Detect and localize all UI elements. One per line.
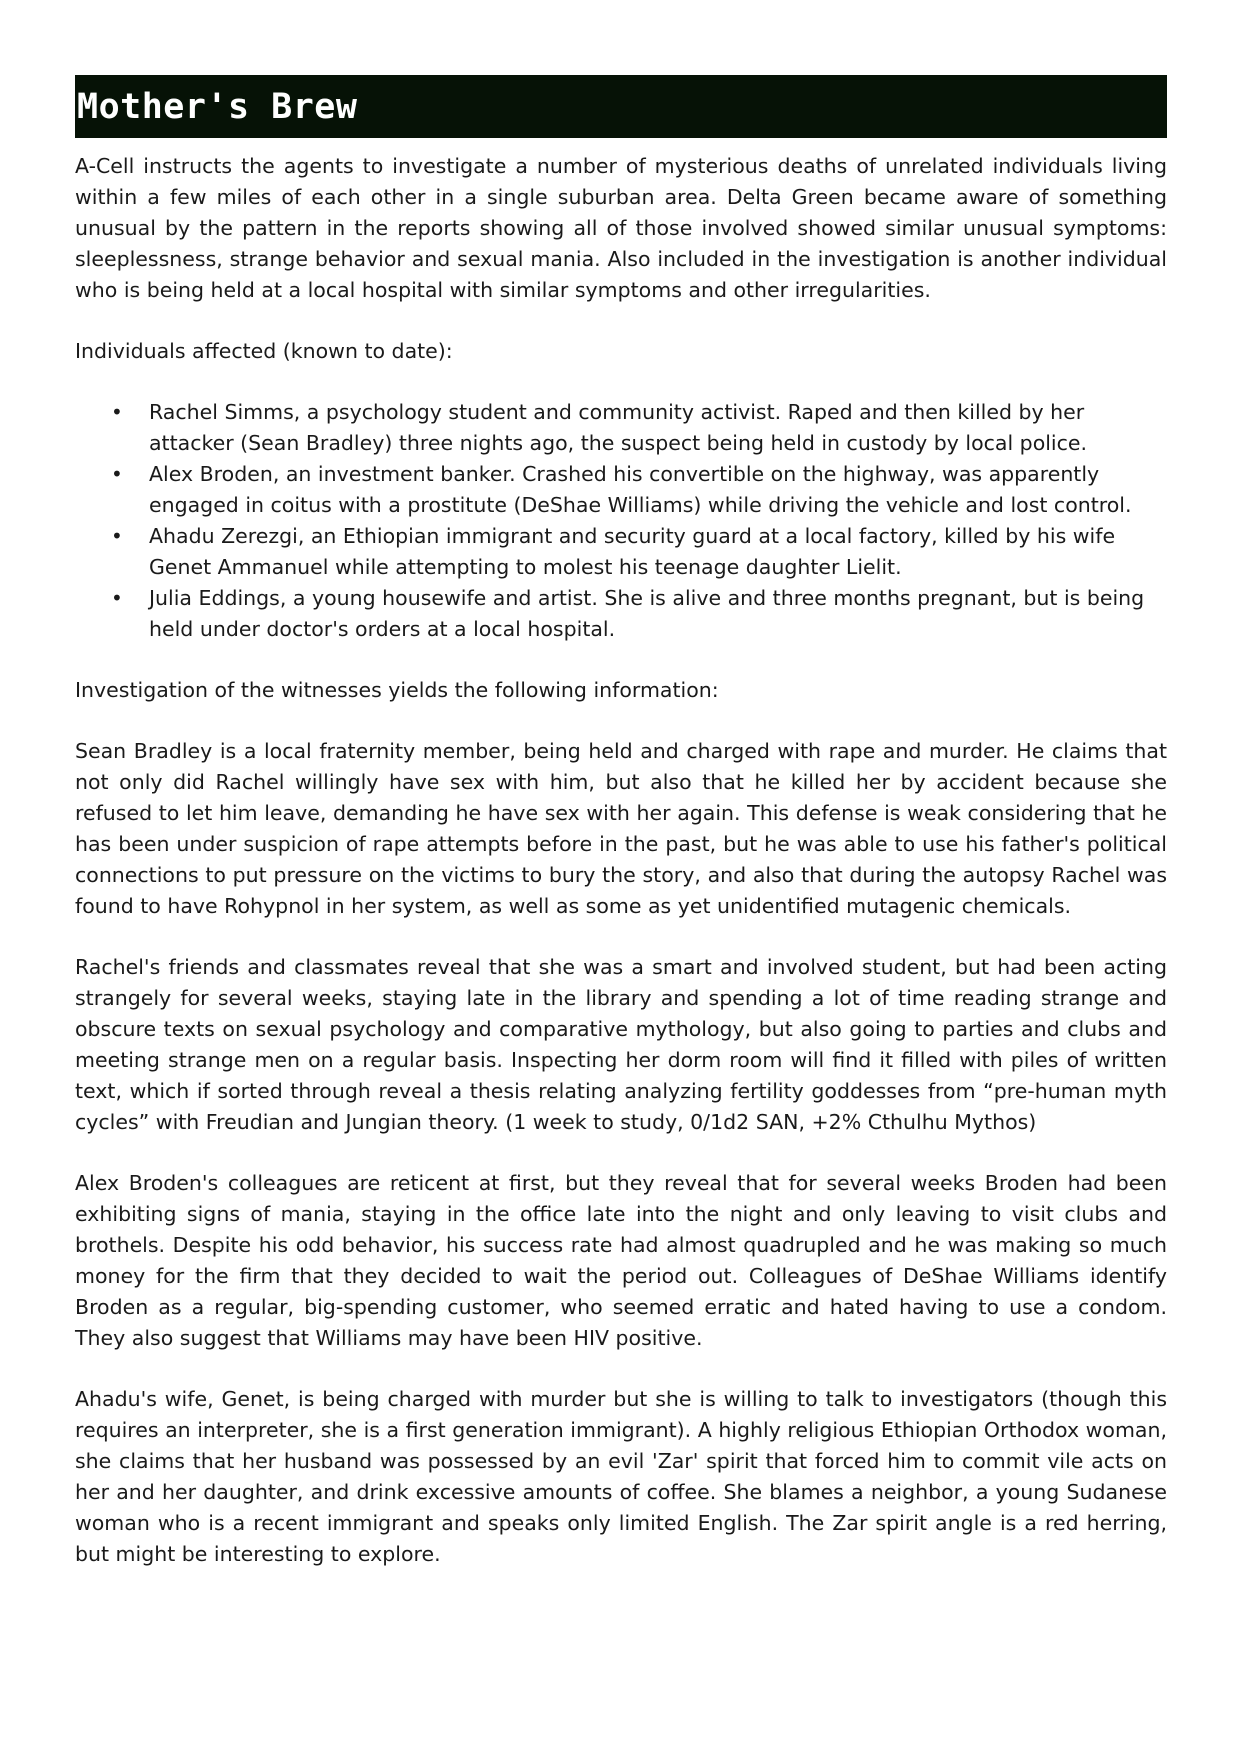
list-item	[75, 459, 1167, 521]
intro-paragraph: A-Cell instructs the agents to investigate a number of mysterious deaths of unrelated individuals living within a few miles of each other in a single suburban area. Delta Green became aware of something unusual by the pattern in the reports showing all of those involved showed similar unusual symptoms: sleeplessness, strange behavior and sexual mania. Also included in the investigation is another individual who is being held at a local hospital with similar symptoms and other irregularities.	[75, 154, 1167, 302]
body-paragraph: Alex Broden's colleagues are reticent at first, but they reveal that for several weeks Broden had been exhibiting signs of mania, staying in the office late into the night and only leaving to visit clubs and brothels. Despite his odd behavior, his success rate had almost quadrupled and he was making so much money for the firm that they decided to wait the period out. Colleagues of DeShae Williams identify Broden as a regular, big-spending customer, who seemed erratic and hated having to use a condom. They also suggest that Williams may have been HIV positive.	[75, 1171, 1167, 1350]
affected-list	[75, 397, 1167, 645]
bullet-icon: •	[111, 586, 123, 610]
list-item	[75, 397, 1167, 459]
list-item-text: Rachel Simms, a psychology student and community activist. Raped and then killed by her attacker (Sean Bradley) three nights ago, the suspect being held in custody by local police.	[149, 400, 1088, 455]
body-paragraph: Rachel's friends and classmates reveal that she was a smart and involved student, but had been acting strangely for several weeks, staying late in the library and spending a lot of time reading strange and obscure texts on sexual psychology and comparative mythology, but also going to parties and clubs and meeting strange men on a regular basis. Inspecting her dorm room will find it filled with piles of written text, which if sorted through reveal a thesis relating analyzing fertility goddesses from “pre-human myth cycles” with Freudian and Jungian theory. (1 week to study, 0/1d2 SAN, +2% Cthulhu Mythos)	[75, 955, 1167, 1134]
witnesses-heading: Investigation of the witnesses yields the following information:	[75, 678, 719, 702]
list-item	[75, 583, 1167, 645]
title-bar	[75, 75, 1167, 138]
bullet-icon: •	[111, 462, 123, 486]
bullet-icon: •	[111, 400, 123, 424]
body-paragraph: Sean Bradley is a local fraternity member, being held and charged with rape and murder. He claims that not only did Rachel willingly have sex with him, but also that he killed her by accident because she refused to let him leave, demanding he have sex with her again. This defense is weak considering that he has been under suspicion of rape attempts before in the past, but he was able to use his father's political connections to put pressure on the victims to bury the story, and also that during the autopsy Rachel was found to have Rohypnol in her system, as well as some as yet unidentified mutagenic chemicals.	[75, 739, 1167, 918]
list-item-text: Julia Eddings, a young housewife and artist. She is alive and three months pregnant, but is being held under doctor's orders at a local hospital.	[149, 586, 1145, 641]
document-page	[75, 75, 1167, 1600]
affected-heading: Individuals affected (known to date):	[75, 339, 453, 363]
bullet-icon: •	[111, 524, 123, 548]
list-item	[75, 521, 1167, 583]
list-item-text: Alex Broden, an investment banker. Crashed his convertible on the highway, was apparently engaged in coitus with a prostitute (DeShae Williams) while driving the vehicle and lost control.	[149, 462, 1132, 517]
list-item-text: Ahadu Zerezgi, an Ethiopian immigrant and security guard at a local factory, killed by his wife Genet Ammanuel while attempting to molest his teenage daughter Lielit.	[149, 524, 1116, 579]
body-paragraph: Ahadu's wife, Genet, is being charged with murder but she is willing to talk to investigators (though this requires an interpreter, she is a first generation immigrant). A highly religious Ethiopian Orthodox woman, she claims that her husband was possessed by an evil 'Zar' spirit that forced him to commit vile acts on her and her daughter, and drink excessive amounts of coffee. She blames a neighbor, a young Sudanese woman who is a recent immigrant and speaks only limited English. The Zar spirit angle is a red herring, but might be interesting to explore.	[75, 1387, 1167, 1566]
page-title: Mother's Brew	[77, 86, 358, 127]
